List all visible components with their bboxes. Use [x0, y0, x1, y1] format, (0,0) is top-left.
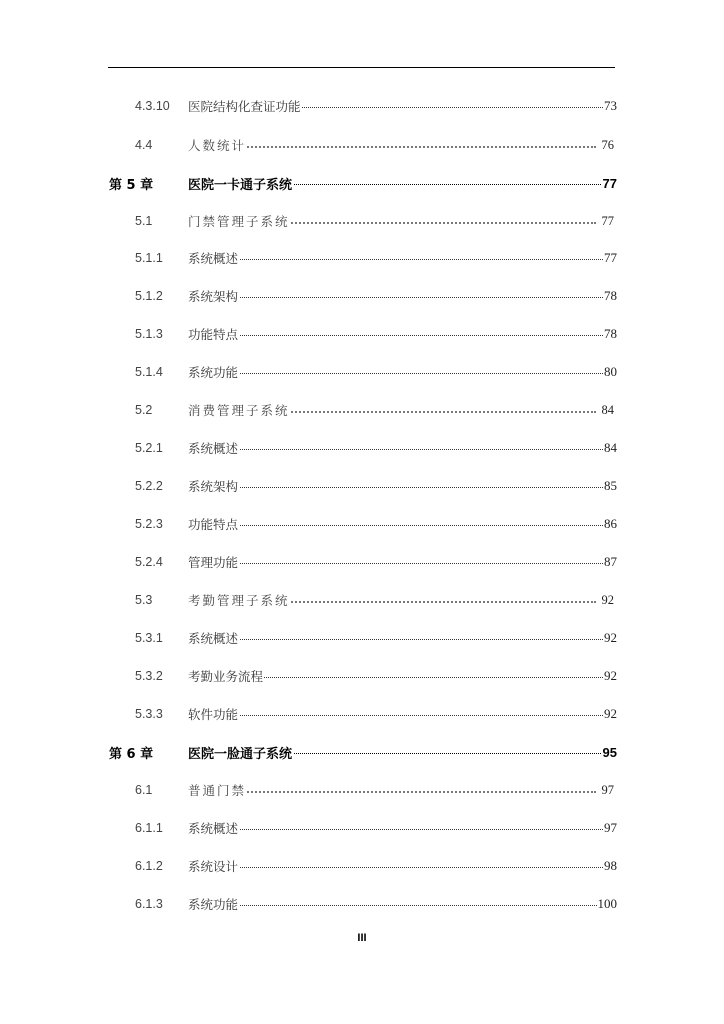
toc-entry-title: 软件功能 [188, 707, 239, 722]
toc-entry-number: 5.1.2 [135, 289, 163, 303]
toc-entry-page: 73 [604, 98, 617, 113]
toc-entry-page: 92 [604, 706, 617, 721]
toc-entry-page: 100 [597, 896, 617, 911]
toc-entry-title: 系统概述 [188, 821, 239, 836]
toc-entry[interactable] [0, 324, 724, 344]
toc-entry[interactable] [0, 476, 724, 496]
toc-entry-number: 5.3.3 [135, 707, 163, 721]
toc-entry[interactable] [0, 438, 724, 458]
toc-chapter-number: 第 5 章 [109, 177, 154, 193]
toc-entry-title: 功能特点 [188, 517, 239, 532]
toc-entry-number: 5.1.1 [135, 251, 163, 265]
toc-entry[interactable] [0, 400, 724, 420]
toc-entry-page: 97 [601, 782, 614, 797]
toc-entry-title: 考勤管理子系统 [188, 593, 290, 608]
toc-entry-number: 5.2.4 [135, 555, 163, 569]
toc-entry-number: 5.2 [135, 403, 153, 417]
header-rule [108, 67, 615, 68]
toc-entry[interactable] [0, 552, 724, 572]
toc-entry-title: 医院结构化查证功能 [188, 99, 301, 114]
toc-entry-title: 系统功能 [188, 897, 239, 912]
toc-entry-page: 85 [604, 478, 617, 493]
toc-entry-number: 5.1.3 [135, 327, 163, 341]
toc-entry[interactable] [0, 248, 724, 268]
toc-entry-number: 6.1.2 [135, 859, 163, 873]
toc-entry-title: 普通门禁 [188, 783, 247, 798]
dot-leader [188, 525, 617, 526]
toc-entry-page: 80 [604, 364, 617, 379]
toc-entry[interactable] [0, 514, 724, 534]
toc-entry-page: 92 [604, 630, 617, 645]
dot-leader [188, 715, 617, 716]
toc-chapter-entry[interactable] [0, 742, 724, 762]
toc-entry-number: 5.1.4 [135, 365, 163, 379]
toc-chapter-entry[interactable] [0, 173, 724, 193]
dot-leader [188, 259, 617, 260]
toc-chapter-title: 医院一卡通子系统 [188, 174, 293, 193]
toc-entry[interactable] [0, 286, 724, 306]
dot-leader [188, 487, 617, 488]
toc-entry-number: 5.2.3 [135, 517, 163, 531]
toc-entry-title: 功能特点 [188, 327, 239, 342]
dot-leader [200, 791, 596, 793]
toc-entry-title: 系统概述 [188, 251, 239, 266]
toc-entry[interactable] [0, 135, 724, 155]
toc-entry[interactable] [0, 590, 724, 610]
dot-leader [188, 867, 617, 868]
toc-entry-page: 97 [604, 820, 617, 835]
toc-entry-number: 4.3.10 [135, 99, 170, 113]
toc-entry-page: 84 [601, 402, 614, 417]
toc-entry[interactable] [0, 856, 724, 876]
toc-entry[interactable] [0, 666, 724, 686]
toc-entry-title: 系统设计 [188, 859, 239, 874]
toc-entry-title: 消费管理子系统 [188, 403, 290, 418]
toc-entry-page: 98 [604, 858, 617, 873]
toc-entry-number: 5.2.2 [135, 479, 163, 493]
toc-entry-page: 87 [604, 554, 617, 569]
toc-entry-number: 5.1 [135, 214, 153, 228]
dot-leader [188, 639, 617, 640]
toc-entry-title: 门禁管理子系统 [188, 214, 290, 229]
toc-entry-page: 84 [604, 440, 617, 455]
toc-entry-page: 77 [604, 250, 617, 265]
toc-entry[interactable] [0, 894, 724, 914]
dot-leader [188, 297, 617, 298]
toc-entry-page: 86 [604, 516, 617, 531]
toc-entry-number: 6.1.1 [135, 821, 163, 835]
toc-entry-number: 5.3 [135, 593, 153, 607]
dot-leader [188, 335, 617, 336]
toc-entry-page: 92 [604, 668, 617, 683]
toc-entry-page: 78 [604, 288, 617, 303]
toc-entry-page: 78 [604, 326, 617, 341]
toc-entry-number: 5.2.1 [135, 441, 163, 455]
toc-entry-number: 5.3.1 [135, 631, 163, 645]
toc-entry[interactable] [0, 704, 724, 724]
dot-leader [188, 905, 617, 906]
toc-entry-title: 考勤业务流程 [188, 669, 264, 684]
toc-entry-page: 76 [601, 137, 614, 152]
dot-leader [188, 829, 617, 830]
toc-entry-title: 系统概述 [188, 441, 239, 456]
dot-leader [188, 373, 617, 374]
toc-chapter-title: 医院一脸通子系统 [188, 743, 293, 762]
toc-entry[interactable] [0, 780, 724, 800]
toc-entry-page: 77 [601, 213, 614, 228]
toc-entry-title: 系统概述 [188, 631, 239, 646]
toc-entry-number: 5.3.2 [135, 669, 163, 683]
dot-leader [188, 563, 617, 564]
toc-entry-number: 6.1.3 [135, 897, 163, 911]
toc-entry-title: 系统功能 [188, 365, 239, 380]
toc-entry-title: 系统架构 [188, 479, 239, 494]
page-number: III [357, 932, 367, 944]
dot-leader [200, 146, 596, 148]
toc-entry[interactable] [0, 211, 724, 231]
toc-entry-title: 系统架构 [188, 289, 239, 304]
toc-entry[interactable] [0, 818, 724, 838]
toc-entry[interactable] [0, 96, 724, 116]
toc-entry-title: 人数统计 [188, 138, 247, 153]
toc-entry-page: 95 [602, 744, 617, 760]
toc-entry-page: 92 [601, 592, 614, 607]
toc-entry[interactable] [0, 628, 724, 648]
dot-leader [188, 449, 617, 450]
toc-entry-title: 管理功能 [188, 555, 239, 570]
toc-entry-page: 77 [602, 175, 617, 191]
toc-entry-number: 6.1 [135, 783, 153, 797]
toc-entry-number: 4.4 [135, 138, 153, 152]
toc-chapter-number: 第 6 章 [109, 746, 154, 762]
toc-entry[interactable] [0, 362, 724, 382]
